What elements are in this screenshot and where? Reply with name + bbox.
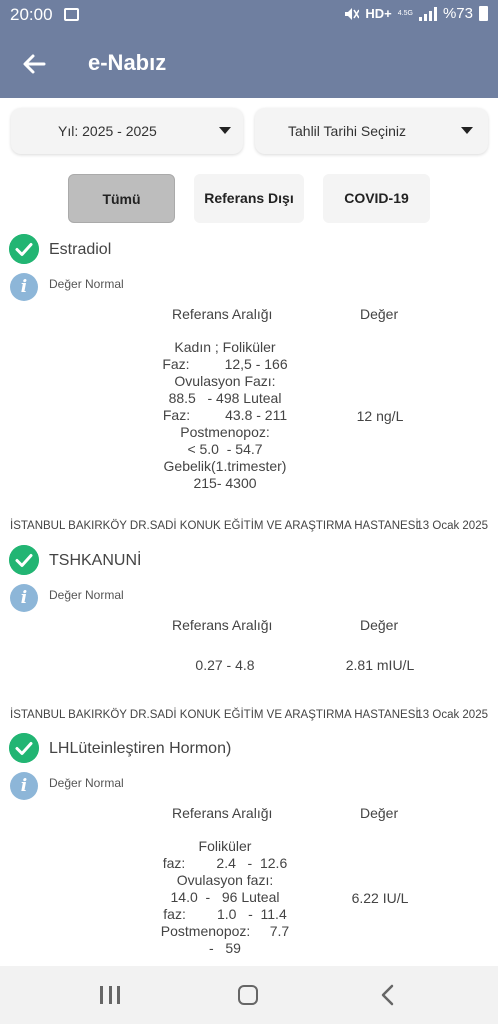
status-bar [0, 0, 498, 30]
reference-range: Foliküler faz: 2.4 - 12.6 Ovulasyon fazı: 14.0 - 96 Luteal faz: 1.0 - 11.4 Postmenopoz: 7.7 - 59 [160, 838, 290, 956]
chevron-down-icon [461, 127, 473, 134]
check-icon [9, 733, 39, 763]
home-icon[interactable] [238, 985, 258, 1005]
test-name: Estradiol [49, 241, 112, 258]
value-header: Değer [360, 306, 399, 322]
value-header: Değer [360, 617, 399, 633]
battery-percent: %73 [442, 5, 473, 22]
reference-range-header: Referans Aralığı [172, 617, 273, 633]
test-name: LHLüteinleştiren Hormon) [49, 740, 232, 757]
tab-covid19[interactable]: COVID-19 [323, 174, 430, 223]
test-name: TSHKANUNİ [49, 552, 142, 569]
date-dropdown[interactable] [255, 108, 488, 154]
status-icons [343, 5, 488, 22]
date-dropdown-label: Tahlil Tarihi Seçiniz [288, 123, 407, 139]
info-icon[interactable]: i [10, 772, 38, 800]
test-value: 12 ng/L [356, 408, 404, 424]
test-date: 13 Ocak 2025 [416, 520, 488, 532]
app-bar [0, 30, 498, 98]
info-icon[interactable]: i [10, 273, 38, 301]
recent-apps-icon[interactable] [100, 986, 120, 1004]
tab-out-of-reference[interactable]: Referans Dışı [194, 174, 304, 223]
nav-back-icon[interactable] [380, 984, 396, 1006]
signal-icon [419, 7, 437, 21]
reference-range-header: Referans Aralığı [172, 306, 273, 322]
reference-range: 0.27 - 4.8 [195, 657, 255, 673]
year-dropdown[interactable] [11, 108, 243, 154]
network-type: HD+ [365, 6, 392, 21]
test-value: 2.81 mIU/L [345, 657, 415, 673]
tab-all[interactable]: Tümü [68, 174, 175, 223]
reference-range: Kadın ; Foliküler Faz: 12,5 - 166 Ovulasyon Fazı: 88.5 - 498 Luteal Faz: 43.8 - 211 Postmenopoz: < 5.0 - 54.7 Gebelik(1.trimester) 215- 4300 [162, 339, 288, 491]
test-value: 6.22 IU/L [351, 890, 409, 906]
year-dropdown-label: Yıl: 2025 - 2025 [58, 123, 157, 139]
network-small: 4.5G [397, 10, 413, 17]
test-status: Değer Normal [49, 588, 124, 602]
page-title: e-Nabız [88, 50, 167, 75]
hospital-name: İSTANBUL BAKIRKÖY DR.SADİ KONUK EĞİTİM VE ARAŞTIRMA HASTANESİ [10, 520, 419, 532]
hospital-name: İSTANBUL BAKIRKÖY DR.SADİ KONUK EĞİTİM VE ARAŞTIRMA HASTANESİ [10, 709, 419, 721]
mute-icon [343, 7, 359, 21]
system-nav-bar [0, 966, 498, 1024]
info-icon[interactable]: i [10, 584, 38, 612]
check-icon [9, 234, 39, 264]
check-icon [9, 545, 39, 575]
battery-icon [479, 6, 488, 21]
test-status: Değer Normal [49, 776, 124, 790]
gallery-notification-icon [64, 8, 79, 21]
test-date: 13 Ocak 2025 [416, 709, 488, 721]
value-header: Değer [360, 805, 399, 821]
back-arrow-icon[interactable] [18, 48, 50, 80]
status-time: 20:00 [10, 5, 53, 24]
test-status: Değer Normal [49, 277, 124, 291]
reference-range-header: Referans Aralığı [172, 805, 273, 821]
chevron-down-icon [219, 127, 231, 134]
